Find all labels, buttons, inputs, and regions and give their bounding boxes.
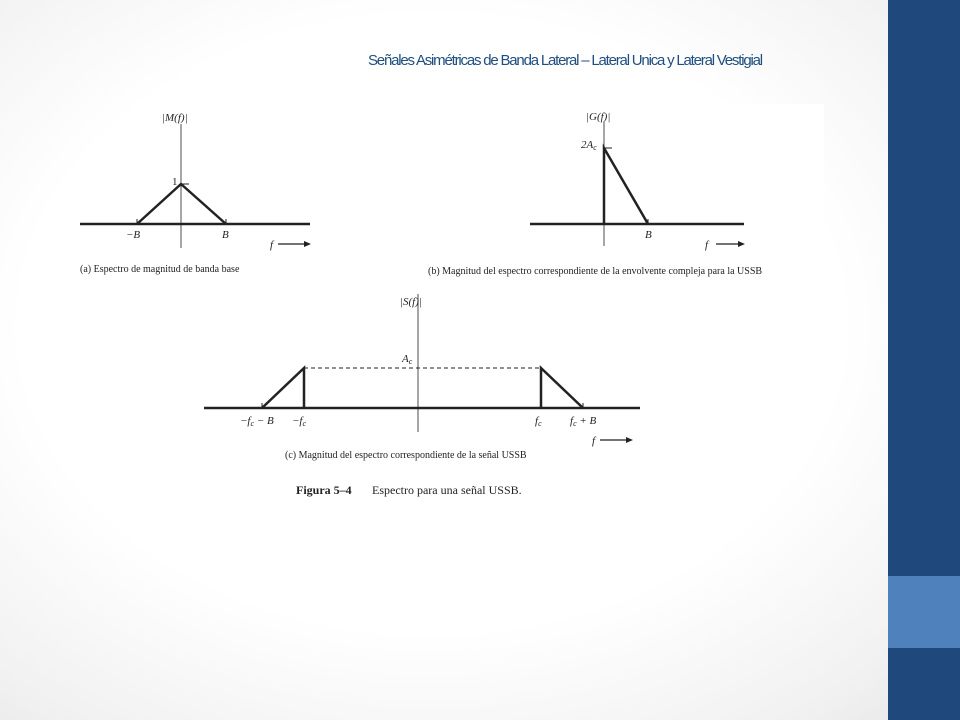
a-peak-label: 1 xyxy=(172,176,178,188)
b-arrowhead xyxy=(738,241,745,247)
a-caption: (a) Espectro de magnitud de banda base xyxy=(80,264,240,275)
c-arrowhead xyxy=(626,437,633,443)
decor-bar-top xyxy=(888,0,960,576)
c-left-shape xyxy=(262,368,304,408)
c-caption: (c) Magnitud del espectro correspondiente de la señal USSB xyxy=(285,450,527,461)
c-ylabel: |S(f)| xyxy=(400,296,422,308)
c-right-shape xyxy=(541,368,583,408)
a-arrowhead xyxy=(304,241,311,247)
figure-label: Figura 5–4 xyxy=(296,483,352,497)
b-peak-label: 2Ac xyxy=(581,139,597,152)
figure-caption: Espectro para una señal USSB. xyxy=(372,483,522,497)
b-right-label: B xyxy=(645,229,652,241)
b-ylabel: |G(f)| xyxy=(586,111,611,123)
a-ylabel: |M(f)| xyxy=(162,112,188,124)
decor-bar-bottom xyxy=(888,648,960,720)
a-left-label: −B xyxy=(126,229,141,241)
a-triangle xyxy=(137,184,226,224)
b-shape xyxy=(604,148,648,224)
c-level-label: Ac xyxy=(402,353,413,366)
slide-title: Señales Asimétricas de Banda Lateral – Lateral Unica y Lateral Vestigial xyxy=(368,52,762,69)
c-axis-label: f xyxy=(592,435,596,447)
b-axis-label: f xyxy=(705,239,709,251)
c-tick-1-label: −fc − B xyxy=(240,415,274,428)
a-axis-label: f xyxy=(270,239,274,251)
c-tick-4-label: fc + B xyxy=(570,415,597,428)
c-tick-2-label: −fc xyxy=(292,415,307,428)
a-right-label: B xyxy=(222,229,229,241)
c-tick-3-label: fc xyxy=(535,415,542,428)
decor-bar-middle xyxy=(888,576,960,648)
b-caption: (b) Magnitud del espectro correspondiente de la envolvente compleja para la USSB xyxy=(428,266,763,277)
